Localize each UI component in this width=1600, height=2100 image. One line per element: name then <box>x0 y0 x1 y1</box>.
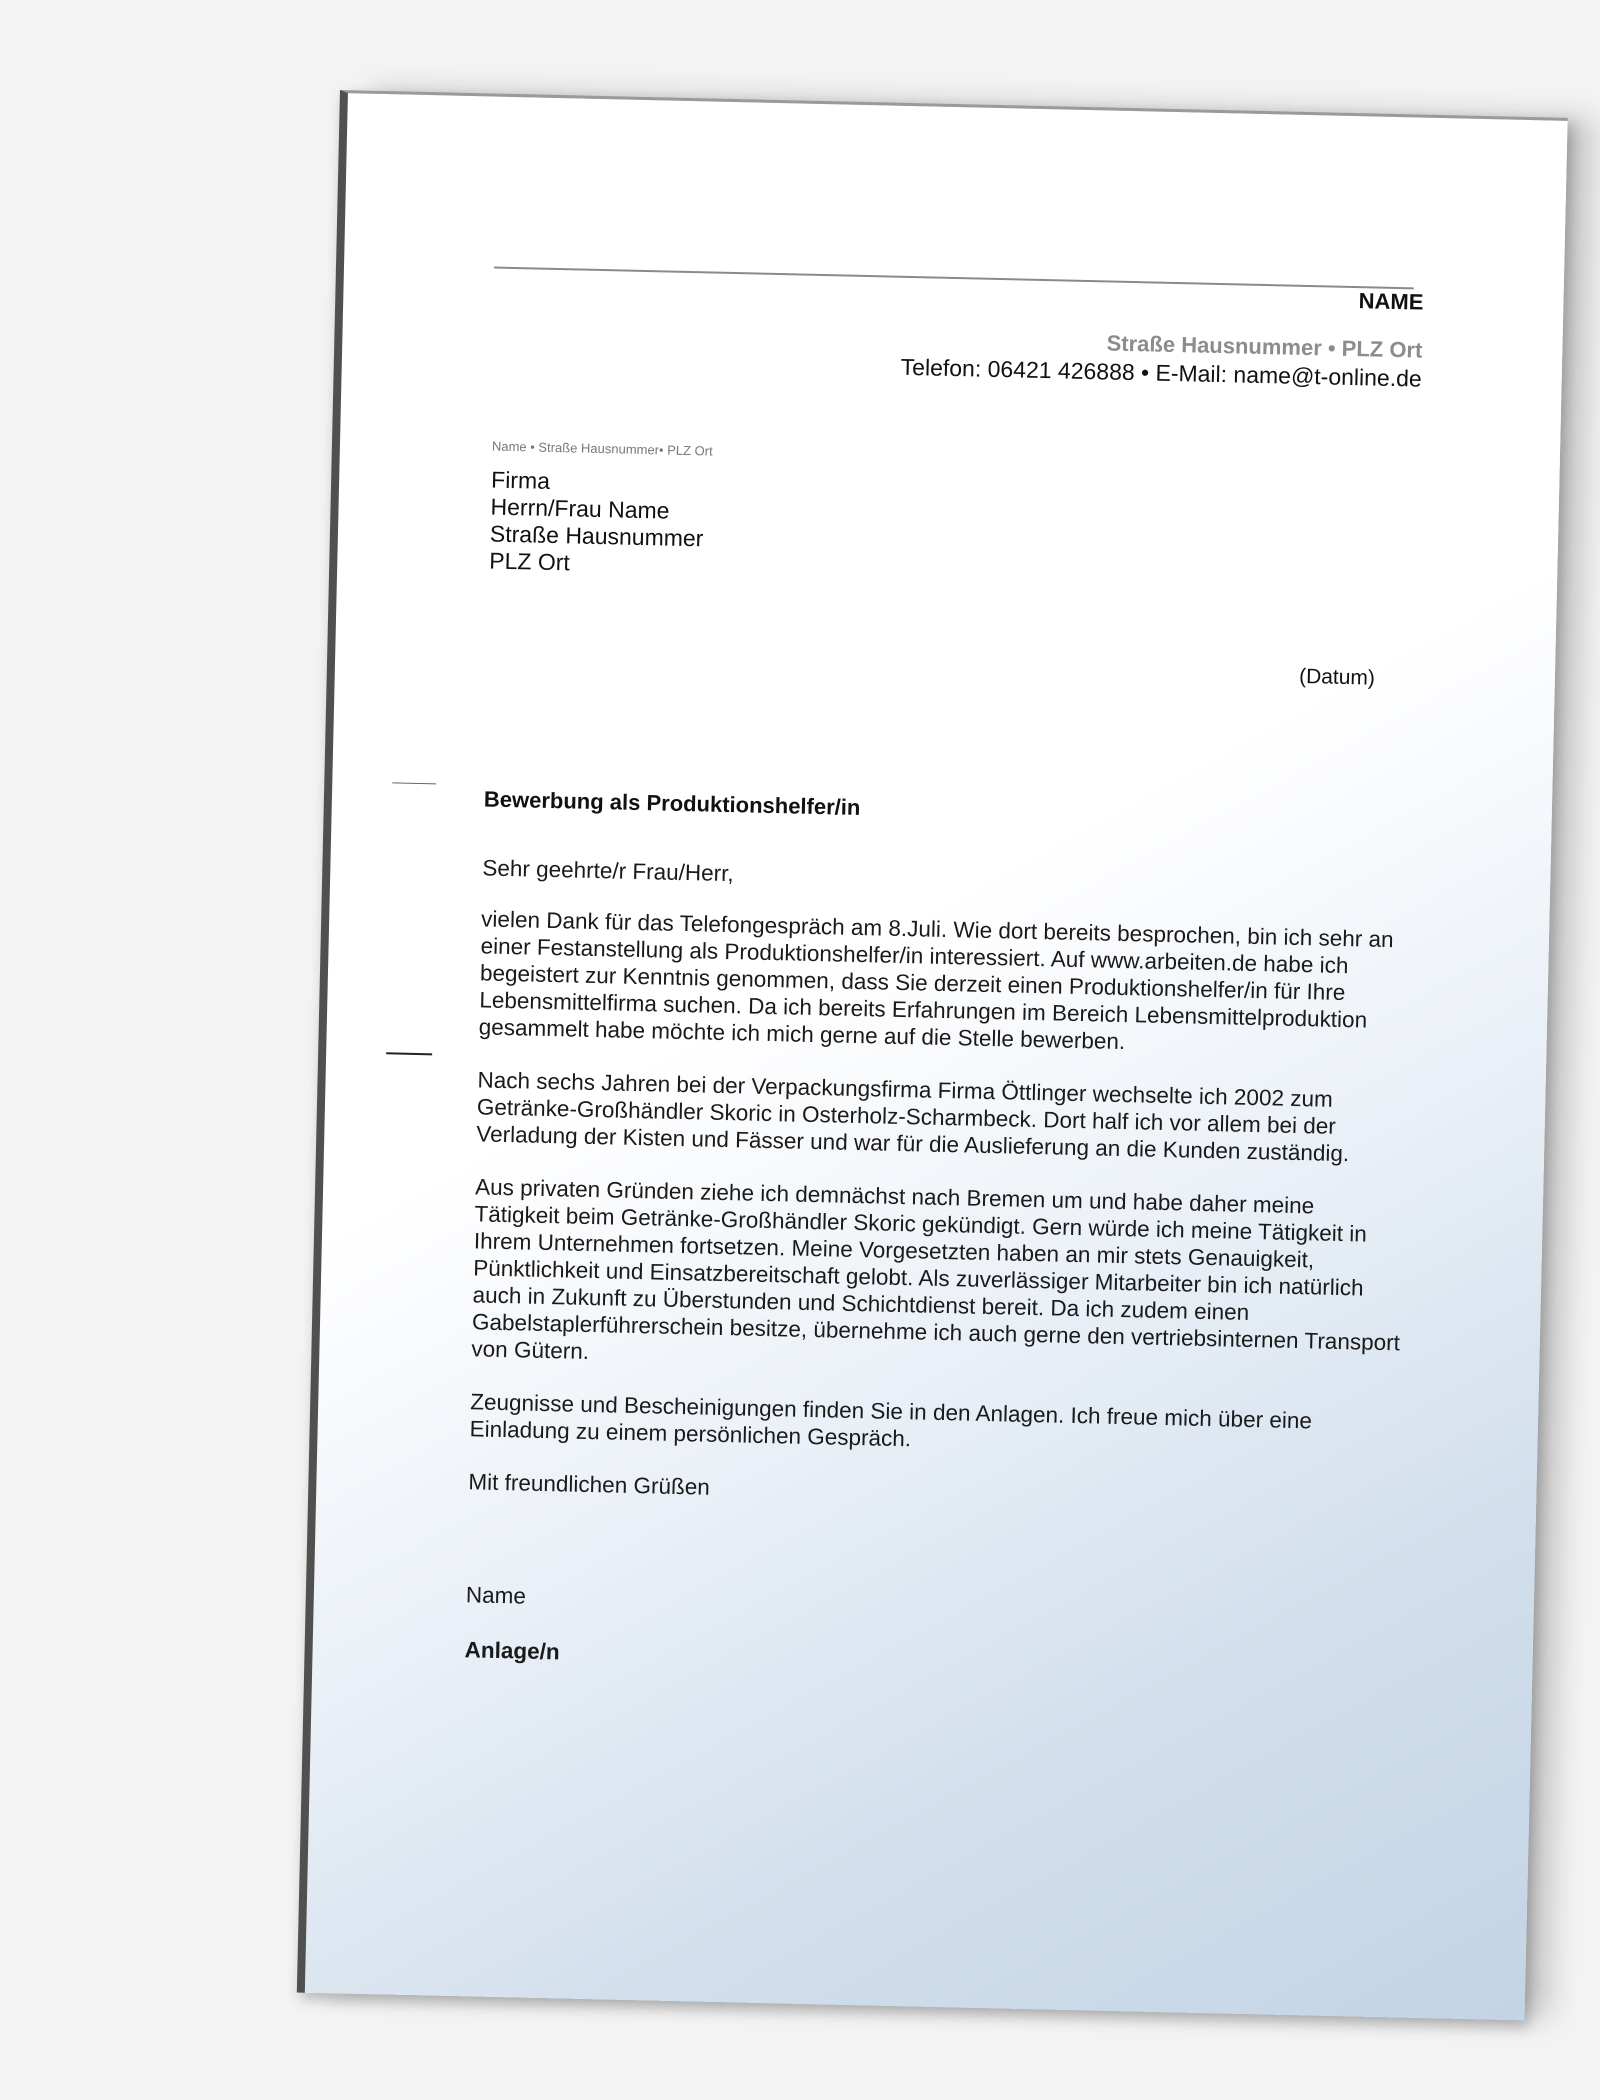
fold-mark-middle <box>386 1052 432 1055</box>
body-paragraph-4: Zeugnisse und Bescheinigungen finden Sie in den Anlagen. Ich freue mich über eine Einladung zu einem persönlichen Gespräch. <box>469 1389 1313 1452</box>
recipient-city: PLZ Ort <box>489 547 571 576</box>
closing: Mit freundlichen Grüßen <box>468 1469 711 1500</box>
attachments-label: Anlage/n <box>464 1637 560 1665</box>
letter-page <box>297 90 1568 2020</box>
letter-body <box>464 854 1413 1710</box>
sender-name: NAME <box>1358 288 1424 315</box>
recipient-company: Firma <box>490 466 551 494</box>
sender-contact: Telefon: 06421 426888 • E-Mail: name@t-online.de <box>900 353 1423 392</box>
letter-date: (Datum) <box>1298 664 1376 690</box>
signature: Name <box>465 1582 527 1609</box>
body-paragraph-2: Nach sechs Jahren bei der Verpackungsfirma Firma Öttlinger wechselte ich 2002 zum Getränke-Großhändler Skoric in Osterholz-Scharmbeck. Dort half ich vor allem bei der Verladung der Kisten und Fässer und war für die Auslieferung an die Kunden zuständig. <box>476 1067 1350 1167</box>
letterhead-divider <box>494 267 1414 290</box>
recipient-person: Herrn/Frau Name <box>490 493 670 524</box>
recipient-street: Straße Hausnummer <box>489 520 704 552</box>
recipient-block <box>489 467 705 580</box>
return-address-line: Name • Straße Hausnummer• PLZ Ort <box>491 438 713 459</box>
salutation: Sehr geehrte/r Frau/Herr, <box>482 855 734 887</box>
sender-address: Straße Hausnummer • PLZ Ort <box>1106 330 1423 363</box>
letter-subject: Bewerbung als Produktionshelfer/in <box>483 786 861 820</box>
body-paragraph-1: vielen Dank für das Telefongespräch am 8.Juli. Wie dort bereits besprochen, bin ich sehr an einer Festanstellung als Produktionshelfer/in interessiert. Auf www.arbeiten.de habe ich begeistert zur Kenntnis genommen, dass Sie derzeit einen Produktionshelfer/in für Ihre Lebensmittelfirma suchen. Da ich bereits Erfahrungen im Bereich Lebensmittelproduktion gesammelt habe möchte ich mich gerne auf die Stelle bewerben. <box>478 906 1394 1055</box>
fold-mark-top <box>392 782 436 784</box>
body-paragraph-3: Aus privaten Gründen ziehe ich demnächst nach Bremen um und habe daher meine Tätigkeit beim Getränke-Großhändler Skoric gekündigt. Gern würde ich meine Tätigkeit in Ihrem Unternehmen fortsetzen. Meine Vorgesetzten haben an mir stets Genauigkeit, Pünktlichkeit und Einsatzbereitschaft gelobt. Als zuverlässiger Mitarbeiter bin ich natürlich auch in Zukunft zu Überstunden und Schichtdienst bereit. Da ich zudem einen Gabelstaplerführerschein besitze, übernehme ich auch gerne den vertriebsinternen Transport von Gütern. <box>471 1174 1401 1364</box>
